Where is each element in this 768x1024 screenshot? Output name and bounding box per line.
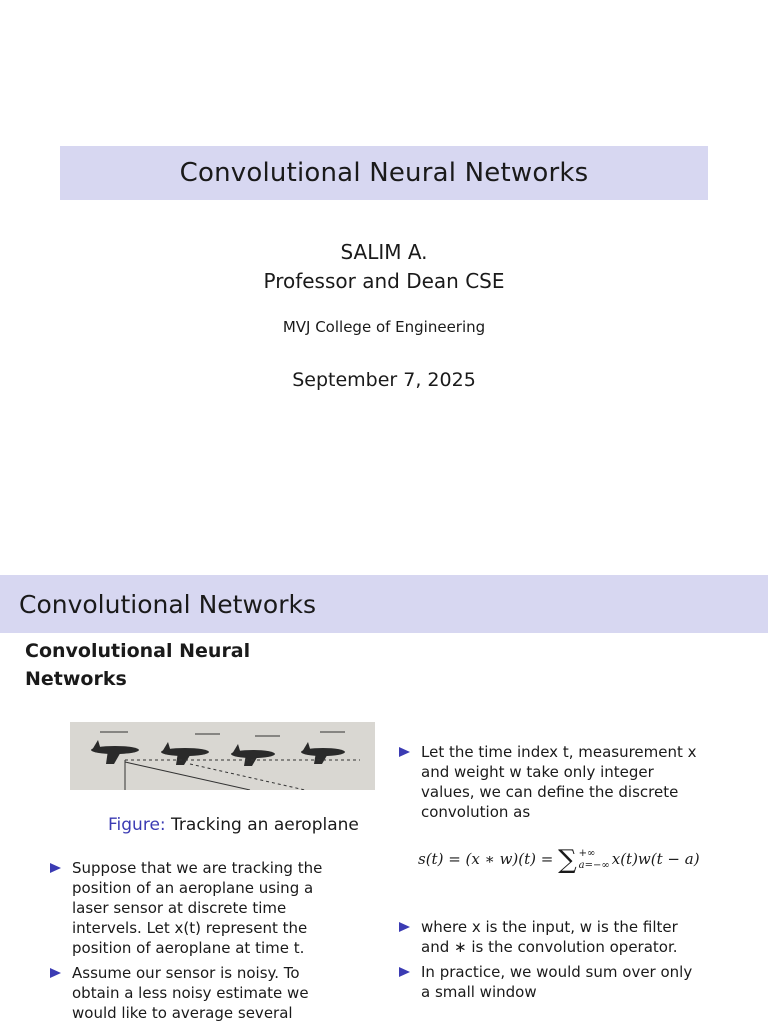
right-bullet-list-top	[397, 742, 697, 827]
formula-lhs: s(t) = (x ∗ w)(t) =	[418, 850, 559, 868]
figure-caption-text: Tracking an aeroplane	[171, 815, 359, 835]
aeroplane-illustration	[70, 722, 375, 790]
summation-limits	[579, 848, 610, 872]
bullet-text: Let the time index t, measurement x and weight w take only integer values, we can define the discrete convolution as	[421, 743, 697, 821]
formula-rhs: x(t)w(t − a)	[611, 850, 700, 868]
bullet-triangle-icon	[399, 922, 410, 932]
bullet-triangle-icon	[50, 968, 61, 978]
bullet-triangle-icon	[399, 967, 410, 977]
right-bullet-list-bottom	[397, 917, 697, 1007]
bullet-text: In practice, we would sum over only a small window	[421, 963, 693, 1001]
bullet-text: where x is the input, w is the filter and ∗ is the convolution operator.	[421, 918, 678, 956]
bullet-text: Suppose that we are tracking the position of an aeroplane using a laser sensor at discrete time intervels. Let x(t) represent the position of aeroplane at time t.	[72, 859, 323, 957]
aeroplane-tracking-image	[70, 722, 375, 790]
list-item	[48, 963, 348, 1023]
presentation-title: Convolutional Neural Networks	[60, 146, 708, 200]
block-title: Convolutional Neural Networks	[25, 640, 251, 690]
content-slide	[0, 575, 768, 1024]
author-block	[0, 238, 768, 296]
lower-limit: a=−∞	[578, 860, 610, 871]
left-bullet-list	[48, 858, 348, 1024]
author-name: SALIM A.	[340, 240, 428, 264]
bullet-triangle-icon	[50, 863, 61, 873]
bullet-text: Assume our sensor is noisy. To obtain a less noisy estimate we would like to average several	[72, 964, 309, 1022]
list-item	[397, 917, 697, 957]
presentation-date: September 7, 2025	[292, 369, 476, 391]
frame-title: Convolutional Networks	[0, 575, 768, 633]
figure-caption	[108, 815, 359, 835]
list-item	[397, 962, 697, 1002]
bullet-triangle-icon	[399, 747, 410, 757]
upper-limit: +∞	[578, 848, 596, 859]
summation-symbol: ∑	[558, 845, 577, 875]
list-item	[397, 742, 697, 822]
figure-label: Figure:	[108, 815, 166, 835]
list-item	[48, 858, 348, 958]
institute: MVJ College of Engineering	[282, 318, 486, 336]
convolution-formula	[418, 845, 700, 875]
author-role: Professor and Dean CSE	[263, 269, 505, 293]
